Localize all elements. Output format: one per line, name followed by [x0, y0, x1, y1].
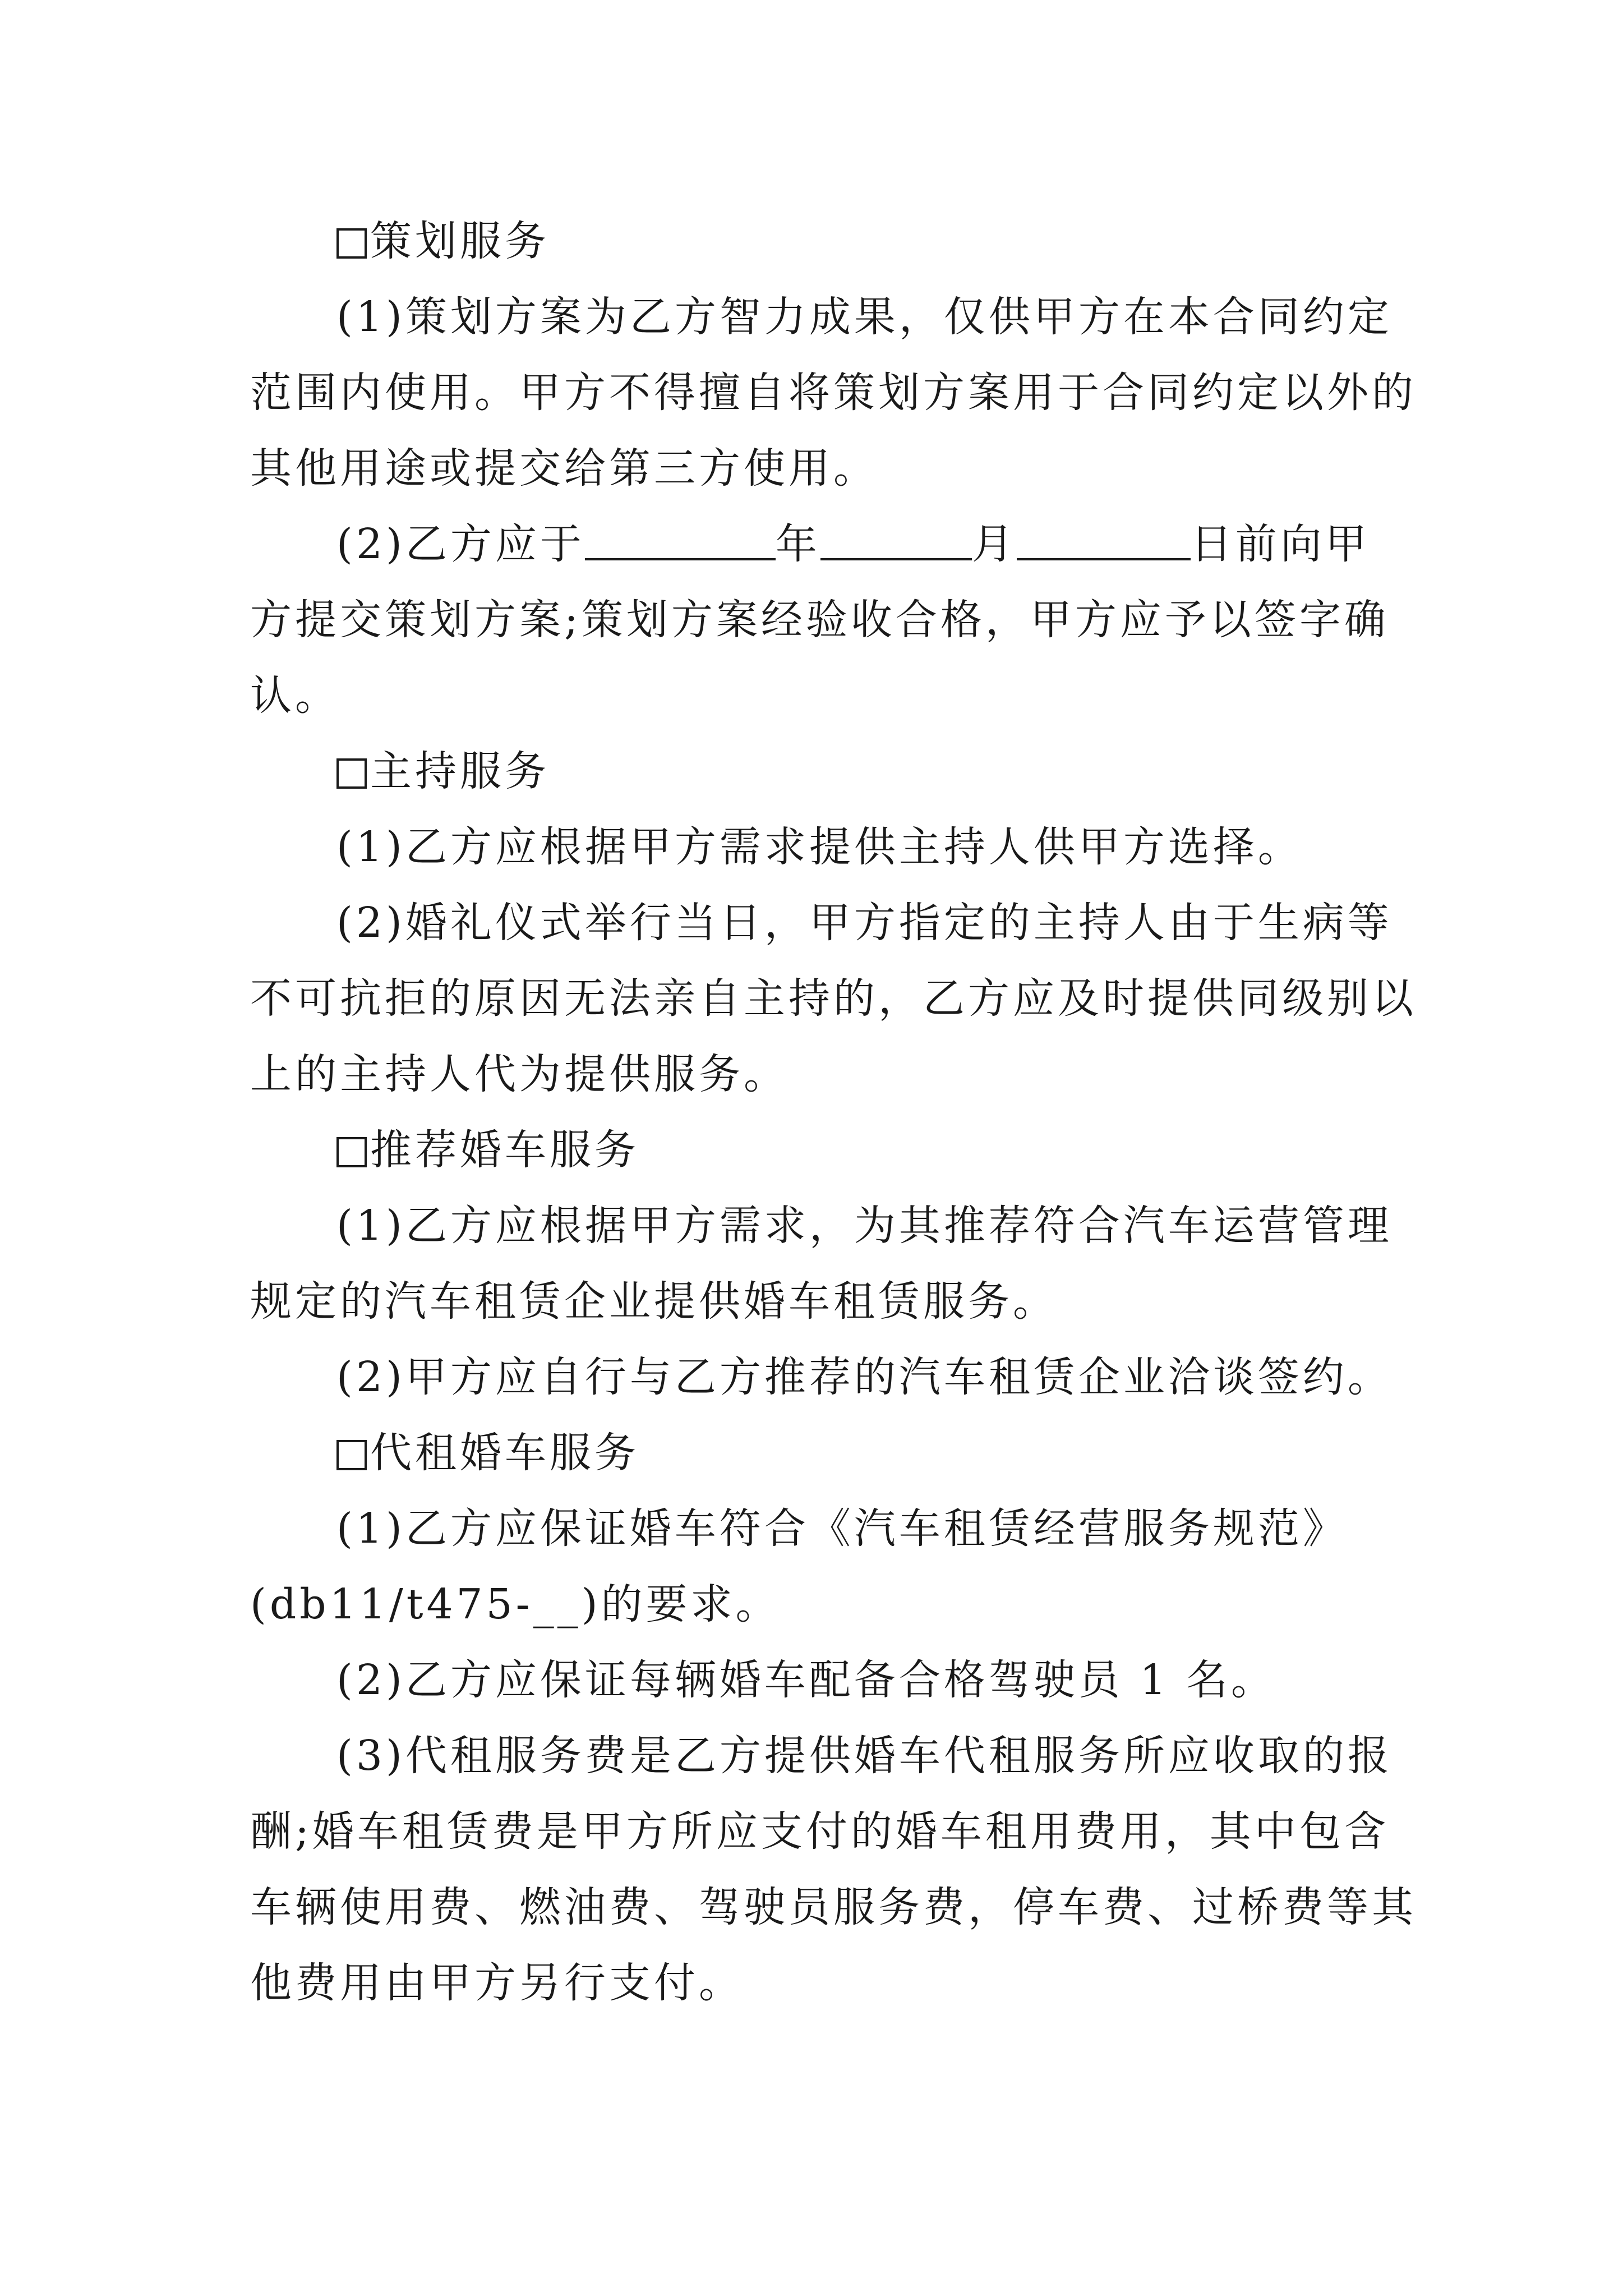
car-rental-item1-line1: (1)乙方应保证婚车符合《汽车租赁经营服务规范》	[336, 1504, 1348, 1553]
hosting-item2-line3: 上的主持人代为提供服务。	[250, 1050, 789, 1098]
planning-item1-line3: 其他用途或提交给第三方使用。	[250, 444, 878, 493]
car-rental-item3-line1: (3)代租服务费是乙方提供婚车代租服务所应收取的报	[336, 1732, 1393, 1780]
month-label: 月	[971, 520, 1017, 568]
planning-item1-line1: (1)策划方案为乙方智力成果，仅供甲方在本合同约定	[336, 293, 1393, 341]
car-rental-item3-line2: 酬;婚车租赁费是甲方所应支付的婚车租用费用，其中包含	[250, 1807, 1389, 1856]
planning-item2-line1	[336, 516, 1370, 572]
planning-item2-line2: 方提交策划方案;策划方案经验收合格，甲方应予以签字确	[250, 596, 1389, 644]
heading-text: 推荐婚车服务	[370, 1126, 639, 1174]
checkbox-hosting[interactable]	[336, 758, 367, 789]
year-blank-field[interactable]	[585, 522, 776, 560]
car-recommend-item1-line1: (1)乙方应根据甲方需求，为其推荐符合汽车运营管理	[336, 1202, 1393, 1250]
item2-prefix: (2)乙方应于	[336, 520, 585, 568]
planning-item2-line3: 认。	[250, 671, 340, 720]
section-heading-car-recommend	[336, 1122, 639, 1178]
car-rental-item1-line2: (db11/t475-__)的要求。	[250, 1580, 781, 1628]
day-blank-field[interactable]	[1017, 522, 1191, 560]
hosting-item2-line2: 不可抗拒的原因无法亲自主持的，乙方应及时提供同级别以	[250, 974, 1417, 1023]
hosting-item2-line1: (2)婚礼仪式举行当日，甲方指定的主持人由于生病等	[336, 899, 1393, 947]
checkbox-car-recommend[interactable]	[336, 1137, 367, 1167]
car-recommend-item1-line2: 规定的汽车租赁企业提供婚车租赁服务。	[250, 1277, 1058, 1326]
section-heading-car-rental	[336, 1425, 639, 1481]
car-rental-item2: (2)乙方应保证每辆婚车配备合格驾驶员 1 名。	[336, 1656, 1276, 1704]
section-heading-planning	[336, 213, 550, 269]
car-recommend-item2: (2)甲方应自行与乙方推荐的汽车租赁企业洽谈签约。	[336, 1353, 1393, 1401]
hosting-item1: (1)乙方应根据甲方需求提供主持人供甲方选择。	[336, 823, 1303, 871]
day-suffix: 日前向甲	[1190, 520, 1370, 568]
section-heading-hosting	[336, 743, 550, 799]
heading-text: 主持服务	[370, 747, 550, 795]
heading-text: 策划服务	[370, 217, 550, 265]
checkbox-planning[interactable]	[336, 228, 367, 259]
checkbox-car-rental[interactable]	[336, 1440, 367, 1470]
car-rental-item3-line4: 他费用由甲方另行支付。	[250, 1959, 744, 2007]
year-label: 年	[775, 520, 820, 568]
planning-item1-line2: 范围内使用。甲方不得擅自将策划方案用于合同约定以外的	[250, 369, 1417, 417]
month-blank-field[interactable]	[820, 522, 972, 560]
heading-text: 代租婚车服务	[370, 1429, 639, 1477]
car-rental-item3-line3: 车辆使用费、燃油费、驾驶员服务费，停车费、过桥费等其	[250, 1883, 1417, 1931]
